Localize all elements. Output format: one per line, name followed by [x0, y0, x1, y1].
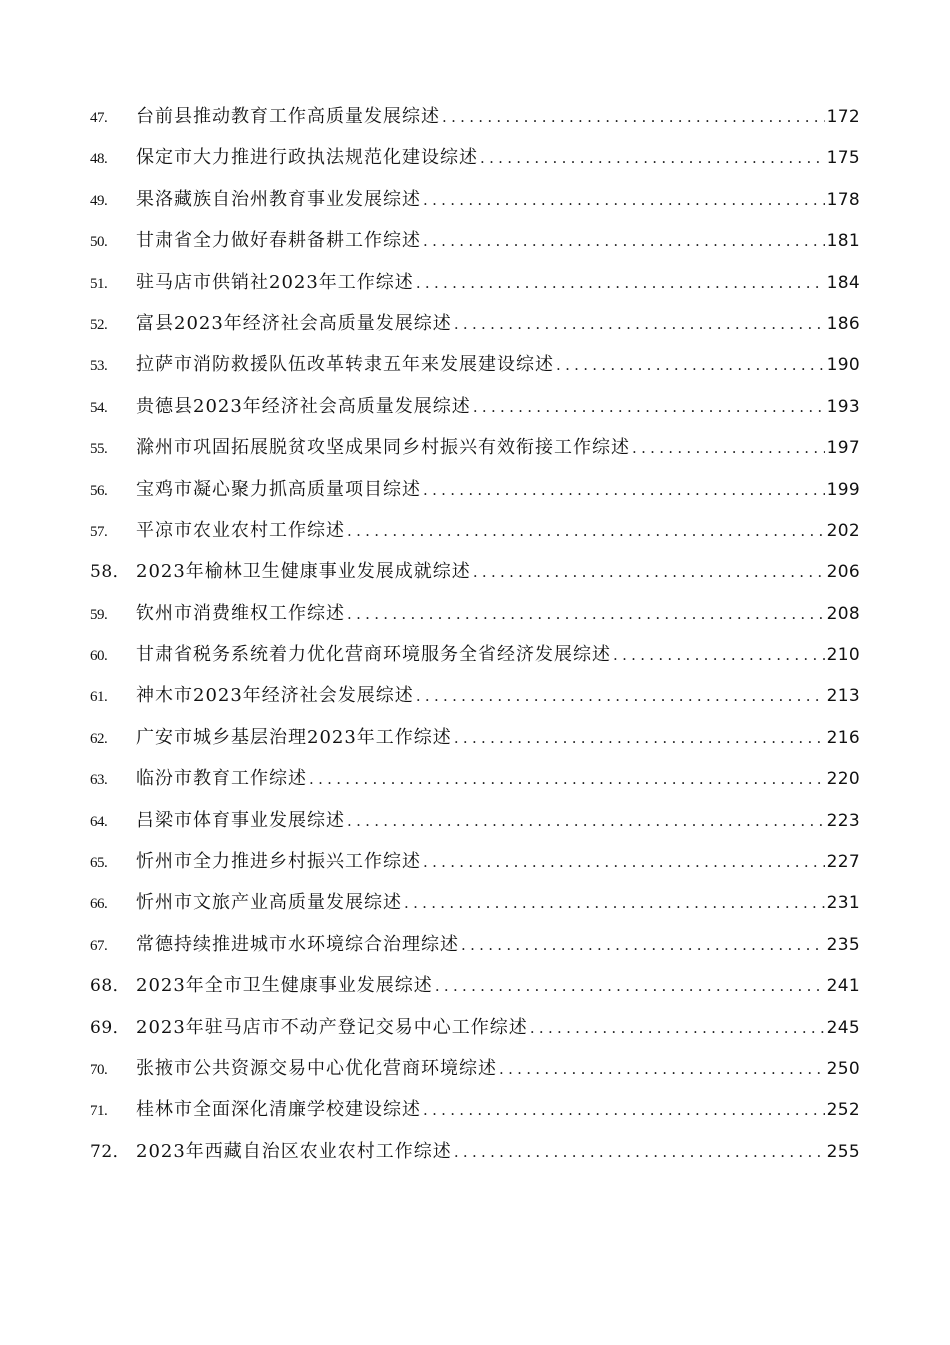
- toc-entry-page-number: 193: [826, 396, 860, 417]
- toc-entry-page-number: 178: [826, 189, 860, 210]
- dot-leader: [347, 594, 825, 634]
- toc-entry-number: 60.: [90, 648, 108, 665]
- toc-entry-title: 富县2023年经济社会高质量发展综述: [136, 312, 452, 334]
- toc-entry-title: 吕梁市体育事业发展综述: [136, 809, 345, 831]
- toc-entry-title: 保定市大力推进行政执法规范化建设综述: [136, 147, 478, 169]
- toc-entry-number: 56.: [90, 482, 108, 499]
- dot-leader: [423, 1090, 825, 1130]
- toc-entry-number: 49.: [90, 192, 108, 209]
- toc-entry-number: 61.: [90, 689, 108, 706]
- toc-entry-number: 58．: [90, 562, 131, 583]
- toc-entry-number: 72．: [90, 1141, 131, 1162]
- toc-entry-title: 拉萨市消防救援队伍改革转隶五年来发展建设综述: [136, 354, 554, 376]
- toc-entry-page-number: 241: [826, 976, 860, 997]
- toc-entry-title: 2023年驻马店市不动产登记交易中心工作综述: [136, 1016, 528, 1038]
- toc-entry-page-number: 175: [826, 148, 860, 169]
- toc-entry-number: 55.: [90, 441, 108, 458]
- toc-entry-title: 张掖市公共资源交易中心优化营商环境综述: [136, 1057, 497, 1079]
- toc-entry-title: 神木市2023年经济社会发展综述: [136, 685, 414, 707]
- toc-entry[interactable]: [90, 179, 860, 220]
- toc-entry-page-number: 223: [826, 810, 860, 831]
- toc-entry-title: 贵德县2023年经济社会高质量发展综述: [136, 395, 471, 417]
- toc-entry-page-number: 206: [826, 562, 860, 583]
- dot-leader: [442, 97, 825, 137]
- dot-leader: [309, 759, 825, 799]
- toc-entry-title: 常德持续推进城市水环境综合治理综述: [136, 933, 459, 955]
- dot-leader: [461, 925, 825, 965]
- dot-leader: [423, 180, 825, 220]
- toc-entry-number: 66.: [90, 896, 108, 913]
- toc-entry-page-number: 181: [826, 231, 860, 252]
- toc-entry-number: 65.: [90, 855, 108, 872]
- toc-entry[interactable]: [90, 717, 860, 758]
- toc-entry[interactable]: [90, 96, 860, 137]
- toc-entry-title: 忻州市文旅产业高质量发展综述: [136, 892, 402, 914]
- dot-leader: [613, 635, 825, 675]
- toc-entry-page-number: 255: [826, 1141, 860, 1162]
- toc-entry-page-number: 210: [826, 645, 860, 666]
- toc-entry-number: 71.: [90, 1103, 108, 1120]
- toc-entry-number: 47.: [90, 110, 108, 126]
- toc-entry-number: 51.: [90, 275, 108, 292]
- toc-entry-page-number: 235: [826, 934, 860, 955]
- toc-entry-page-number: 220: [826, 769, 860, 790]
- toc-entry[interactable]: [90, 137, 860, 178]
- toc-entry-page-number: 231: [826, 893, 860, 914]
- toc-entry[interactable]: [90, 882, 860, 923]
- toc-entry-page-number: 197: [826, 438, 860, 459]
- toc-entry[interactable]: [90, 800, 860, 841]
- dot-leader: [473, 387, 825, 427]
- toc-entry-number: 64.: [90, 813, 108, 830]
- toc-entry[interactable]: [90, 510, 860, 551]
- toc-entry-page-number: 250: [826, 1058, 860, 1079]
- toc-entry-title: 2023年榆林卫生健康事业发展成就综述: [136, 561, 471, 583]
- toc-entry-title: 广安市城乡基层治理2023年工作综述: [136, 726, 452, 748]
- dot-leader: [473, 552, 825, 592]
- toc-entry-title: 甘肃省全力做好春耕备耕工作综述: [136, 230, 421, 252]
- toc-entry[interactable]: [90, 924, 860, 965]
- dot-leader: [423, 221, 825, 261]
- toc-entry-title: 2023年全市卫生健康事业发展综述: [136, 975, 433, 997]
- dot-leader: [556, 345, 825, 385]
- toc-entry-number: 63.: [90, 772, 108, 789]
- toc-entry-title: 临汾市教育工作综述: [136, 768, 307, 790]
- toc-entry-number: 53.: [90, 358, 108, 375]
- toc-entry[interactable]: [90, 427, 860, 468]
- dot-leader: [480, 138, 825, 178]
- toc-entry-page-number: 172: [826, 107, 860, 127]
- toc-entry-number: 62.: [90, 730, 108, 747]
- toc-entry[interactable]: [90, 758, 860, 799]
- toc-entry[interactable]: [90, 1089, 860, 1130]
- toc-entry-title: 驻马店市供销社2023年工作综述: [136, 271, 414, 293]
- toc-entry[interactable]: [90, 593, 860, 634]
- dot-leader: [404, 883, 825, 923]
- toc-entry-page-number: 213: [826, 686, 860, 707]
- toc-entry[interactable]: [90, 551, 860, 592]
- toc-entry-number: 70.: [90, 1061, 108, 1078]
- dot-leader: [530, 1008, 825, 1048]
- toc-entry-number: 57.: [90, 523, 108, 540]
- toc-entry-number: 54.: [90, 399, 108, 416]
- toc-entry-page-number: 202: [826, 520, 860, 541]
- table-of-contents: [90, 96, 860, 1172]
- dot-leader: [416, 676, 825, 716]
- toc-entry-title: 忻州市全力推进乡村振兴工作综述: [136, 851, 421, 873]
- toc-entry-title: 滁州市巩固拓展脱贫攻坚成果同乡村振兴有效衔接工作综述: [136, 437, 630, 459]
- toc-entry-page-number: 184: [826, 272, 860, 293]
- toc-entry-page-number: 190: [826, 355, 860, 376]
- toc-entry[interactable]: [90, 262, 860, 303]
- toc-entry-page-number: 227: [826, 852, 860, 873]
- dot-leader: [454, 304, 825, 344]
- toc-entry-page-number: 199: [826, 479, 860, 500]
- toc-entry-number: 69．: [90, 1017, 131, 1038]
- toc-entry[interactable]: [90, 469, 860, 510]
- toc-entry[interactable]: [90, 675, 860, 716]
- toc-entry-number: 52.: [90, 316, 108, 333]
- toc-entry[interactable]: [90, 1007, 860, 1048]
- toc-entry-page-number: 216: [826, 727, 860, 748]
- dot-leader: [632, 428, 825, 468]
- dot-leader: [423, 842, 825, 882]
- toc-entry-title: 平凉市农业农村工作综述: [136, 519, 345, 541]
- toc-entry[interactable]: [90, 1131, 860, 1172]
- toc-entry-title: 宝鸡市凝心聚力抓高质量项目综述: [136, 478, 421, 500]
- toc-entry[interactable]: [90, 220, 860, 261]
- toc-entry-number: 50.: [90, 234, 108, 251]
- toc-entry[interactable]: [90, 841, 860, 882]
- dot-leader: [454, 1132, 825, 1172]
- dot-leader: [423, 470, 825, 510]
- toc-entry-page-number: 245: [826, 1017, 860, 1038]
- toc-entry-number: 59.: [90, 606, 108, 623]
- toc-entry[interactable]: [90, 1048, 860, 1089]
- dot-leader: [499, 1049, 825, 1089]
- toc-entry-title: 台前县推动教育工作高质量发展综述: [136, 106, 440, 127]
- toc-entry-title: 桂林市全面深化清廉学校建设综述: [136, 1099, 421, 1121]
- dot-leader: [416, 263, 825, 303]
- toc-entry-page-number: 186: [826, 313, 860, 334]
- dot-leader: [435, 966, 825, 1006]
- toc-entry-page-number: 252: [826, 1100, 860, 1121]
- toc-entry-title: 2023年西藏自治区农业农村工作综述: [136, 1140, 452, 1162]
- toc-entry-title: 甘肃省税务系统着力优化营商环境服务全省经济发展综述: [136, 644, 611, 666]
- toc-entry-number: 67.: [90, 937, 108, 954]
- dot-leader: [454, 718, 825, 758]
- toc-entry[interactable]: [90, 965, 860, 1006]
- toc-entry[interactable]: [90, 634, 860, 675]
- toc-entry-number: 68．: [90, 976, 131, 997]
- toc-entry[interactable]: [90, 344, 860, 385]
- dot-leader: [347, 801, 825, 841]
- toc-entry-title: 果洛藏族自治州教育事业发展综述: [136, 188, 421, 210]
- toc-entry-number: 48.: [90, 151, 108, 168]
- dot-leader: [347, 511, 825, 551]
- toc-entry[interactable]: [90, 303, 860, 344]
- toc-entry[interactable]: [90, 386, 860, 427]
- toc-entry-page-number: 208: [826, 603, 860, 624]
- toc-entry-title: 钦州市消费维权工作综述: [136, 602, 345, 624]
